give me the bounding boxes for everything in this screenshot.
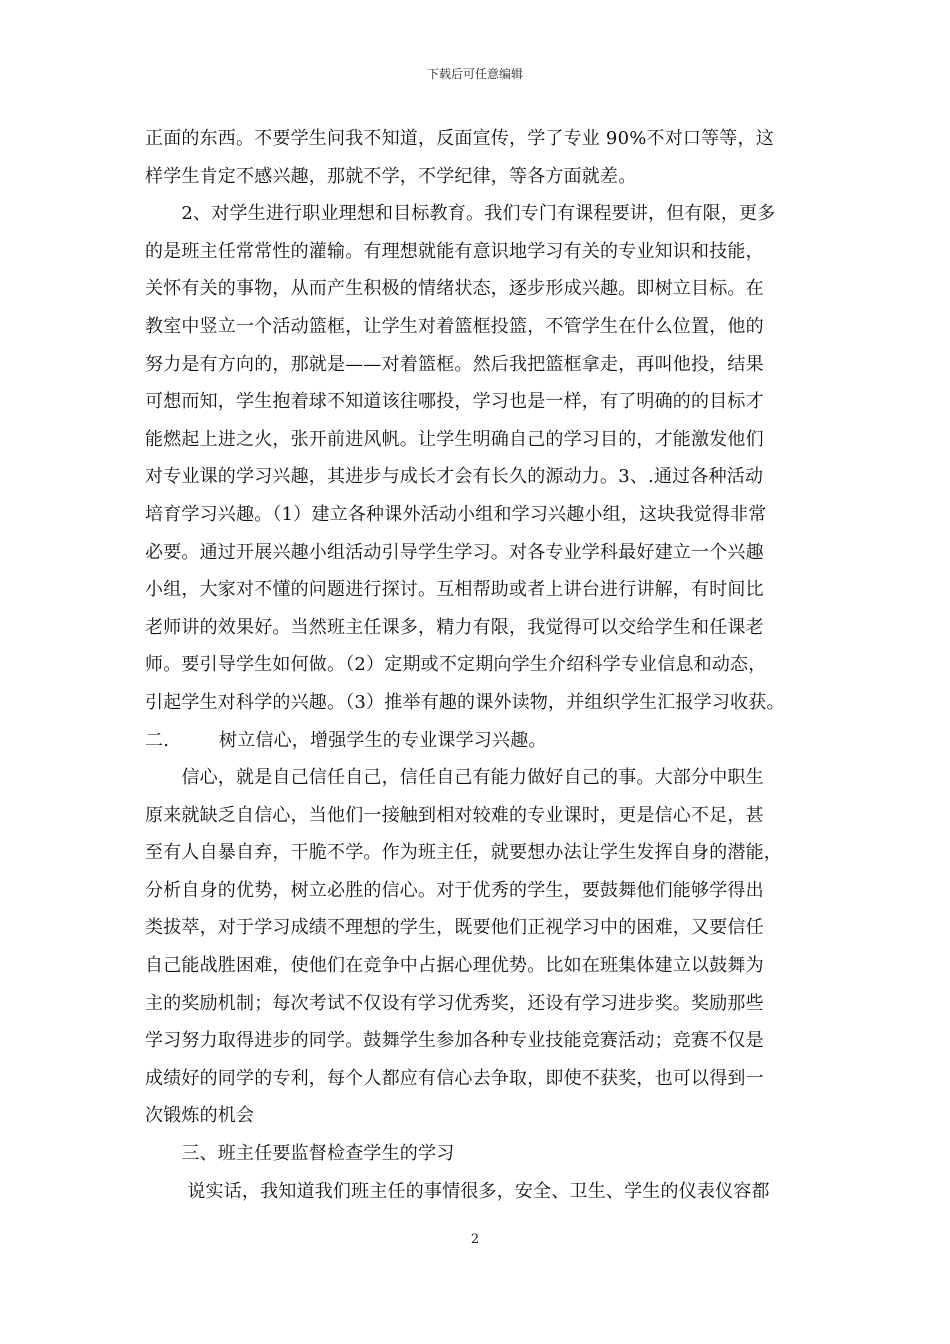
- text-line: 小组，大家对不懂的问题进行探讨。互相帮助或者上讲台进行讲解，有时间比: [145, 579, 764, 601]
- text-line: 类拔萃，对于学习成绩不理想的学生，既要他们正视学习中的困难，又要信任: [145, 917, 764, 939]
- text-line: 自己能战胜困难，使他们在竞争中占据心理优势。比如在班集体建立以鼓舞为: [145, 955, 764, 977]
- text-line: 教室中竖立一个活动篮框，让学生对着篮框投篮，不管学生在什么位置，他的: [145, 315, 764, 337]
- text-line: 至有人自暴自弃，干脆不学。作为班主任，就要想办法让学生发挥自身的潜能，: [145, 842, 782, 864]
- text-line: 能燃起上进之火，张开前进风帆。让学生明确自己的学习目的，才能激发他们: [145, 428, 764, 450]
- text-line: 正面的东西。不要学生问我不知道，反面宣传，学了专业 90%不对口等等，这: [145, 128, 774, 149]
- text-line: 样学生肯定不感兴趣，那就不学，不学纪律，等各方面就差。: [145, 165, 637, 187]
- section-title: 树立信心，增强学生的专业课学习兴趣。: [219, 729, 547, 751]
- text-line: 必要。通过开展兴趣小组活动引导学生学习。对各专业学科最好建立一个兴趣: [145, 541, 764, 563]
- text-line: 说实话，我知道我们班主任的事情很多，安全、卫生、学生的仪表仪容都: [145, 1180, 770, 1202]
- text-line: 原来就缺乏自信心，当他们一接触到相对较难的专业课时，更是信心不足，甚: [145, 804, 764, 826]
- text-line: 对专业课的学习兴趣，其进步与成长才会有长久的源动力。3、.通过各种活动: [145, 466, 764, 488]
- text-line: 老师讲的效果好。当然班主任课多，精力有限，我觉得可以交给学生和任课老: [145, 616, 764, 638]
- text-line: 培育学习兴趣。（1）建立各种课外活动小组和学习兴趣小组，这块我觉得非常: [145, 503, 767, 525]
- text-line: 关怀有关的事物，从而产生积极的情绪状态，逐步形成兴趣。即树立目标。在: [145, 278, 764, 300]
- text-line: 信心，就是自己信任自己，信任自己有能力做好自己的事。大部分中职生: [145, 767, 764, 789]
- text-line: 2、对学生进行职业理想和目标教育。我们专门有课程要讲，但有限，更多: [145, 203, 776, 225]
- text-line: 师。要引导学生如何做。（2）定期或不定期向学生介绍科学专业信息和动态，: [145, 654, 767, 676]
- text-line: 努力是有方向的，那就是——对着篮框。然后我把篮框拿走，再叫他投，结果: [145, 353, 764, 375]
- text-line: 成绩好的同学的专利，每个人都应有信心去争取，即使不获奖，也可以得到一: [145, 1067, 764, 1089]
- section-number: 二.: [145, 729, 170, 751]
- text-line: 的是班主任常常性的灌输。有理想就能有意识地学习有关的专业知识和技能，: [145, 240, 764, 262]
- text-line: 学习努力取得进步的同学。鼓舞学生参加各种专业技能竞赛活动；竞赛不仅是: [145, 1030, 764, 1052]
- text-line: 引起学生对科学的兴趣。（3）推举有趣的课外读物，并组织学生汇报学习收获。: [145, 691, 785, 713]
- page-header: 下载后可任意编辑: [426, 67, 523, 81]
- text-line: 可想而知，学生抱着球不知道该往哪投，学习也是一样，有了明确的的目标才: [145, 391, 764, 413]
- text-line: 主的奖励机制；每次考试不仅设有学习优秀奖，还设有学习进步奖。奖励那些: [145, 992, 764, 1014]
- section-heading-two: [145, 722, 825, 760]
- page-number: 2: [470, 1232, 480, 1247]
- text-line: 分析自身的优势，树立必胜的信心。对于优秀的学生，要鼓舞他们能够学得出: [145, 879, 764, 901]
- section-heading-three: 三、班主任要监督检查学生的学习: [145, 1143, 455, 1165]
- document-body: [145, 120, 825, 1210]
- text-line: 次锻炼的机会: [145, 1105, 255, 1127]
